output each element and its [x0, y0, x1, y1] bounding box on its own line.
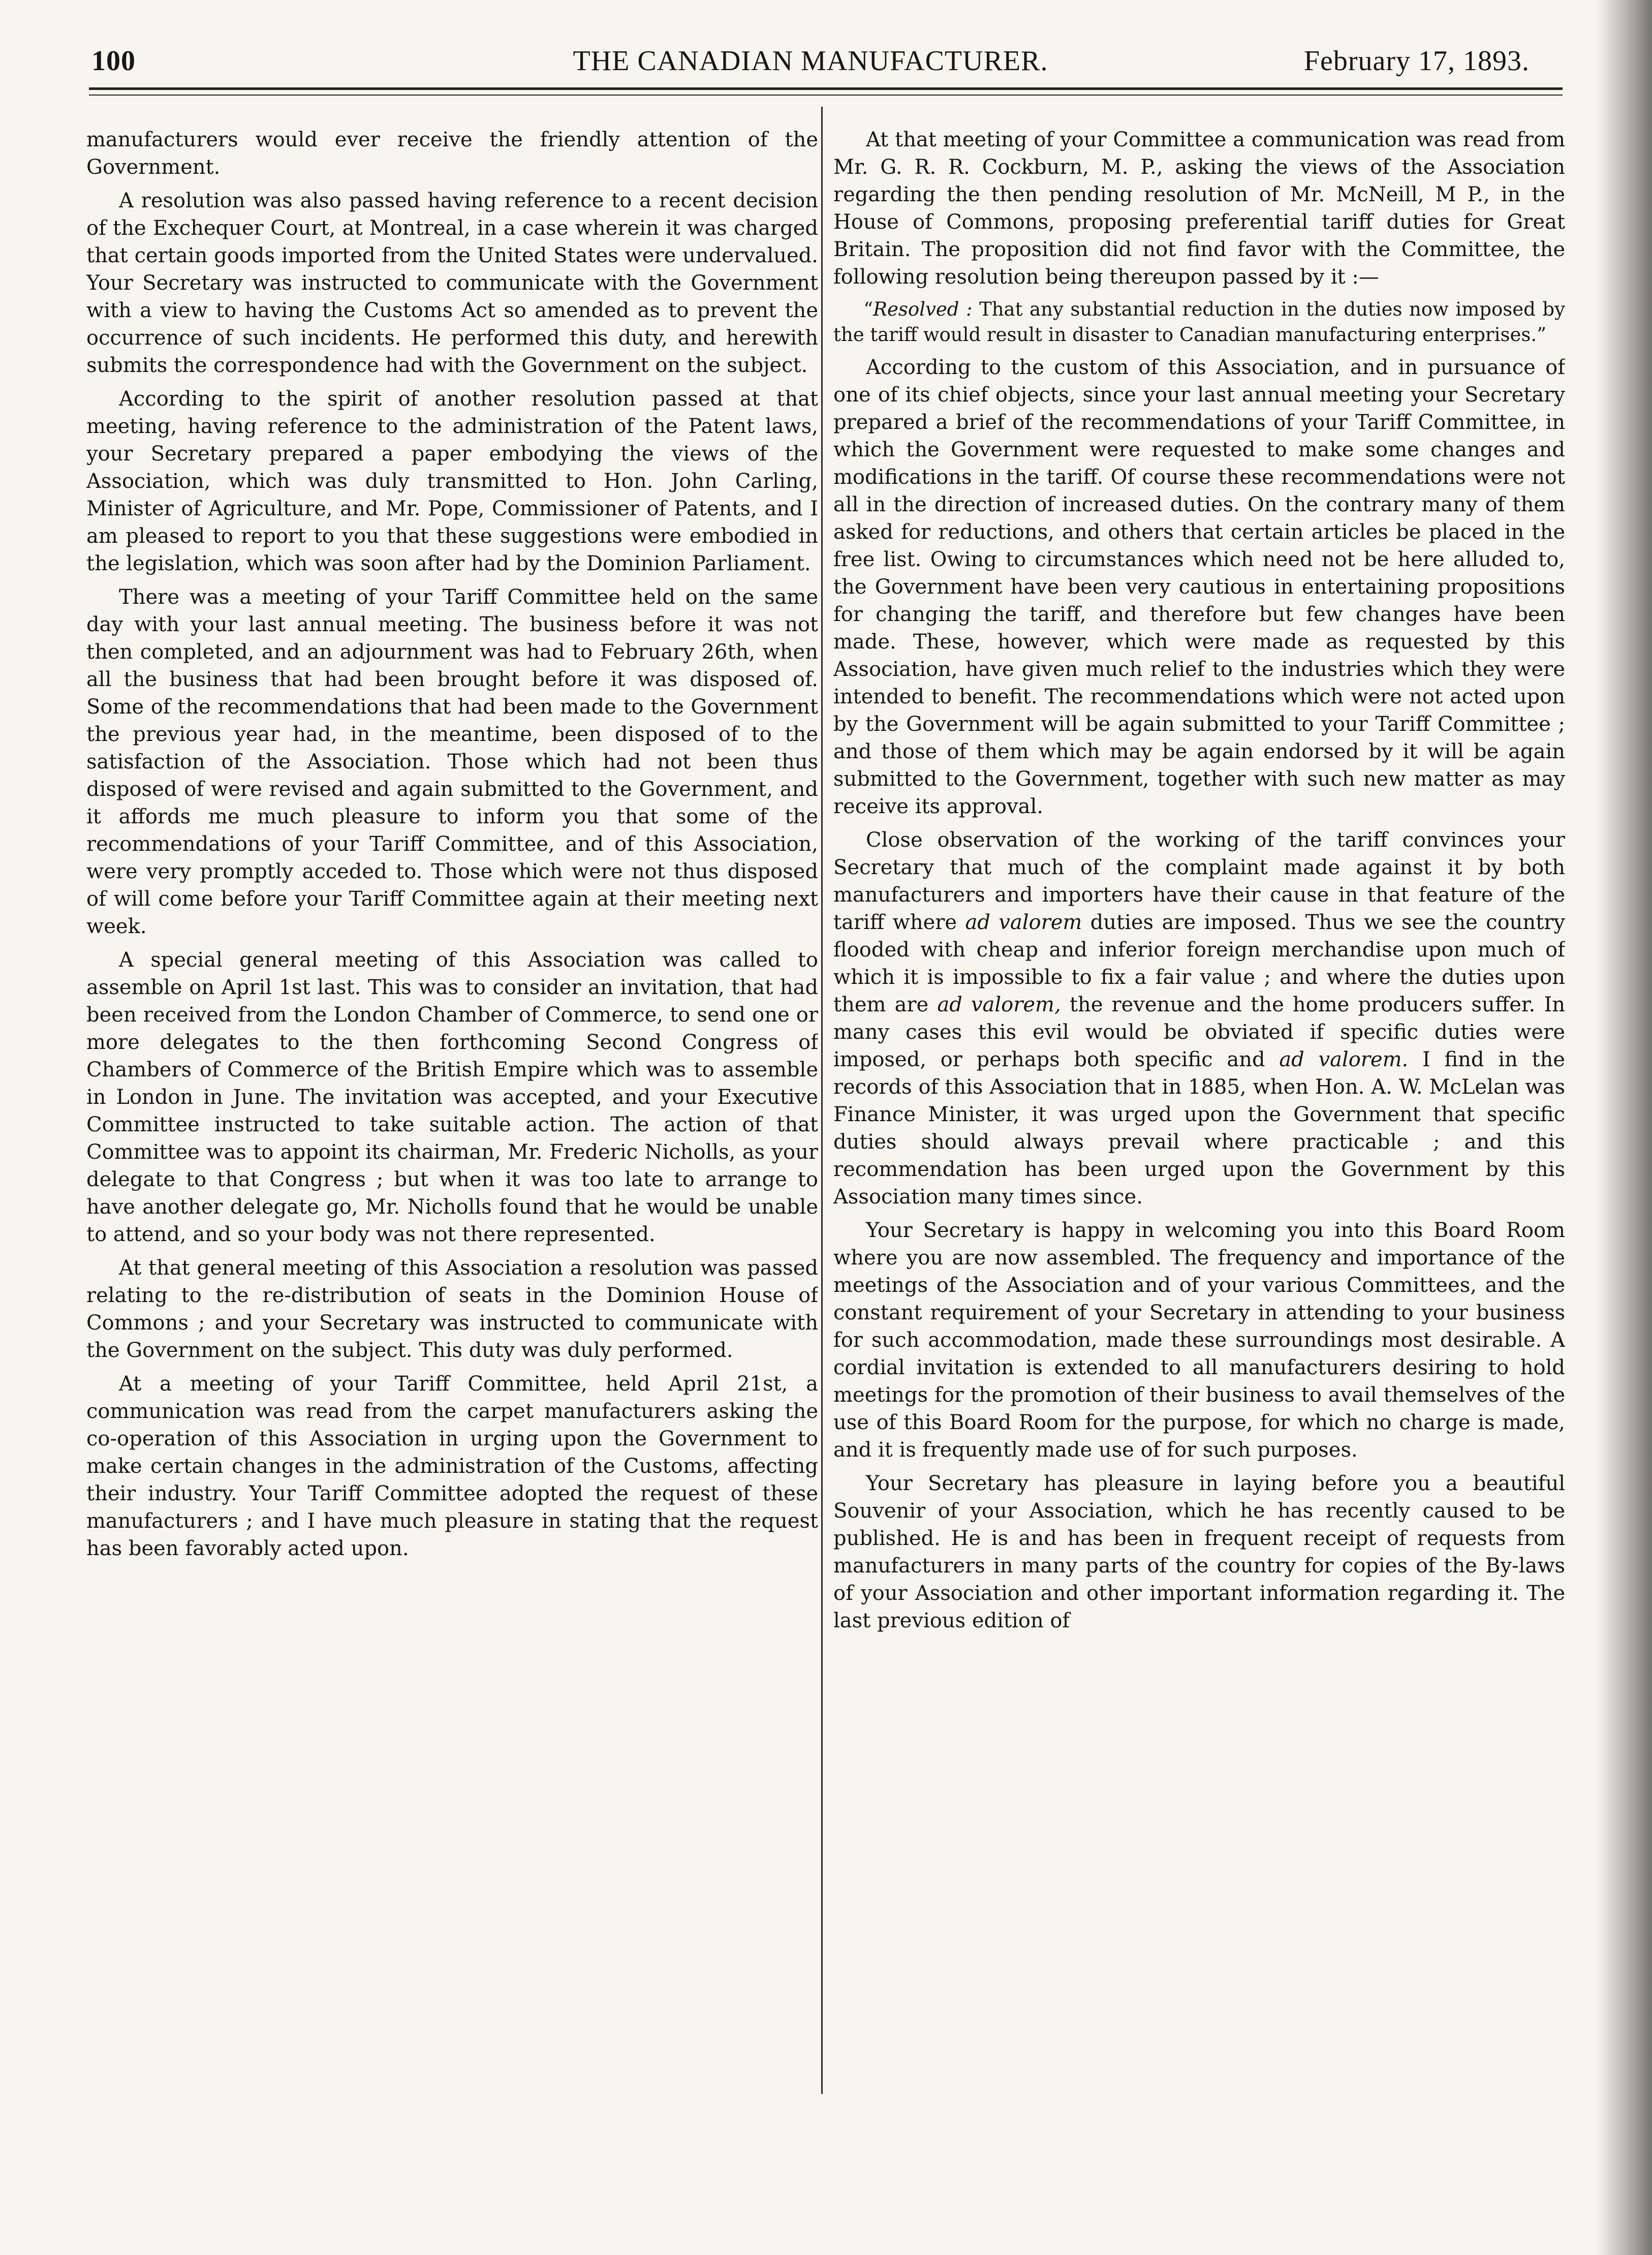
publication-title: THE CANADIAN MANUFACTURER. — [573, 45, 1048, 77]
paragraph: There was a meeting of your Tariff Committee held on the same day with your last annual meeting. The business before it was not then completed, and an adjournment was had to February 26th, when all the business that had been brought before it was disposed of. Some of the recommendations that had been made to the Government the previous year had, in the meantime, been disposed of to the satisfaction of the Association. Those which had not been thus disposed of were revised and again submitted to the Government, and it affords me much pleasure to inform you that some of the recommendations of your Tariff Committee, and of this Association, were very promptly acceded to. Those which were not thus disposed of will come before your Tariff Committee again at their meeting next week. — [86, 585, 818, 938]
resolved-label: Resolved : — [873, 298, 973, 320]
text-run: I find in the records of this Association that in 1885, when Hon. A. W. McLelan was Finance Minister, it was urged upon the Government that specific duties should always prevail where practicable ; and this recommendation has been urged upon the Government by this Association many times since. — [833, 1048, 1565, 1209]
paragraph: At that meeting of your Committee a communication was read from Mr. G. R. R. Cockburn, M. P., asking the views of the Association regarding the then pending resolution of Mr. McNeill, M P., in the House of Commons, proposing preferential tariff duties for Great Britain. The proposition did not find favor with the Committee, the following resolution being thereupon passed by it :— — [833, 128, 1565, 289]
italic-term: ad valorem, — [937, 993, 1061, 1016]
issue-date: February 17, 1893. — [1303, 45, 1530, 77]
text-run: the revenue and the home producers suffer. In many cases this evil would be obviated if specific duties were imposed, or perhaps both specific and — [833, 993, 1565, 1071]
italic-term: ad valorem — [965, 911, 1082, 934]
text-run: Close observation of the working of the tariff convinces your Secretary that much of the complaint made against it by both manufacturers and importers have their cause in that feature of the tariff where — [833, 828, 1565, 934]
column-divider — [821, 107, 823, 2094]
quote-text: That any substantial reduction in the duties now imposed by the tariff would result in disaster to Canadian manufacturing enterprises.” — [833, 298, 1565, 346]
paragraph: Your Secretary has pleasure in laying before you a beautiful Souvenir of your Association, which he has recently caused to be published. He is and has been in frequent receipt of requests from manufacturers in many parts of the country for copies of the By-laws of your Association and other important information regarding it. The last previous edition of — [833, 1472, 1565, 1632]
header-rule-thin — [89, 95, 1563, 96]
paragraph: A resolution was also passed having reference to a recent decision of the Exchequer Court, at Montreal, in a case wherein it was charged that certain goods imported from the United States were undervalued. Your Secretary was instructed to communicate with the Government with a view to having the Customs Act so amended as to prevent the occurrence of such incidents. He performed this duty, and herewith submits the correspondence had with the Government on the subject. — [86, 189, 818, 377]
page-number: 100 — [91, 45, 136, 77]
page-edge-shadow — [1596, 0, 1652, 2255]
paragraph: At that general meeting of this Association a resolution was passed relating to the re-distribution of seats in the Dominion House of Commons ; and your Secretary was instructed to communicate with the Government on the subject. This duty was duly performed. — [86, 1256, 818, 1362]
paragraph: At a meeting of your Tariff Committee, held April 21st, a communication was read from the carpet manufacturers asking the co-operation of this Association in urging upon the Government to make certain changes in the administration of the Customs, affecting their industry. Your Tariff Committee adopted the request of these manufacturers ; and I have much pleasure in stating that the request has been favorably acted upon. — [86, 1372, 818, 1560]
left-column — [86, 126, 818, 2108]
text-run: duties are imposed. Thus we see the country flooded with cheap and inferior foreign merchandise upon much of which it is impossible to fix a fair value ; and where the duties upon them are — [833, 911, 1565, 1016]
paragraph: manufacturers would ever receive the friendly attention of the Government. — [86, 128, 818, 179]
paragraph: Your Secretary is happy in welcoming you into this Board Room where you are now assembled. The frequency and importance of the meetings of the Association and of your various Committees, and the constant requirement of your Secretary in attending to your business for such accommodation, made these surroundings most desirable. A cordial invitation is extended to all manufacturers desiring to hold meetings for the promotion of their business to avail themselves of the use of this Board Room for the purpose, for which no charge is made, and it is frequently made use of for such purposes. — [833, 1219, 1565, 1462]
right-column — [833, 126, 1565, 2108]
paragraph — [833, 826, 1565, 1211]
paragraph: According to the custom of this Association, and in pursuance of one of its chief objects, since your last annual meeting your Secretary prepared a brief of the recommendations of your Tariff Committee, in which the Government were requested to make some changes and modifications in the tariff. Of course these recommendations were not all in the direction of increased duties. On the contrary many of them asked for reductions, and others that certain articles be placed in the free list. Owing to circumstances which need not be here alluded to, the Government have been very cautious in entertaining propositions for changing the tariff, and therefore but few changes have been made. These, however, which were made as requested by this Association, have given much relief to the industries which they were intended to benefit. The recommendations which were not acted upon by the Government will be again submitted to your Tariff Committee ; and those of them which may be again endorsed by it will be again submitted to the Government, together with such new matter as may receive its approval. — [833, 356, 1565, 818]
paragraph: A special general meeting of this Association was called to assemble on April 1st last. This was to consider an invitation, that had been received from the London Chamber of Commerce, to send one or more delegates to the then forthcoming Second Congress of Chambers of Commerce of the British Empire which was to assemble in London in June. The invitation was accepted, and your Executive Committee instructed to take suitable action. The action of that Committee was to appoint its chairman, Mr. Frederic Nicholls, as your delegate to that Congress ; but when it was too late to arrange to have another delegate go, Mr. Nicholls found that he would be unable to attend, and so your body was not there represented. — [86, 948, 818, 1246]
paragraph: According to the spirit of another resolution passed at that meeting, having reference to the administration of the Patent laws, your Secretary prepared a paper embodying the views of the Association, which was duly transmitted to Hon. John Carling, Minister of Agriculture, and Mr. Pope, Commissioner of Patents, and I am pleased to report to you that these suggestions were embodied in the legislation, which was soon after had by the Dominion Parliament. — [86, 387, 818, 575]
quote-mark: “ — [863, 298, 874, 320]
page-header — [91, 41, 1530, 81]
header-rule — [89, 87, 1563, 90]
italic-term: ad valorem. — [1279, 1048, 1409, 1071]
resolution-quote — [833, 297, 1565, 348]
